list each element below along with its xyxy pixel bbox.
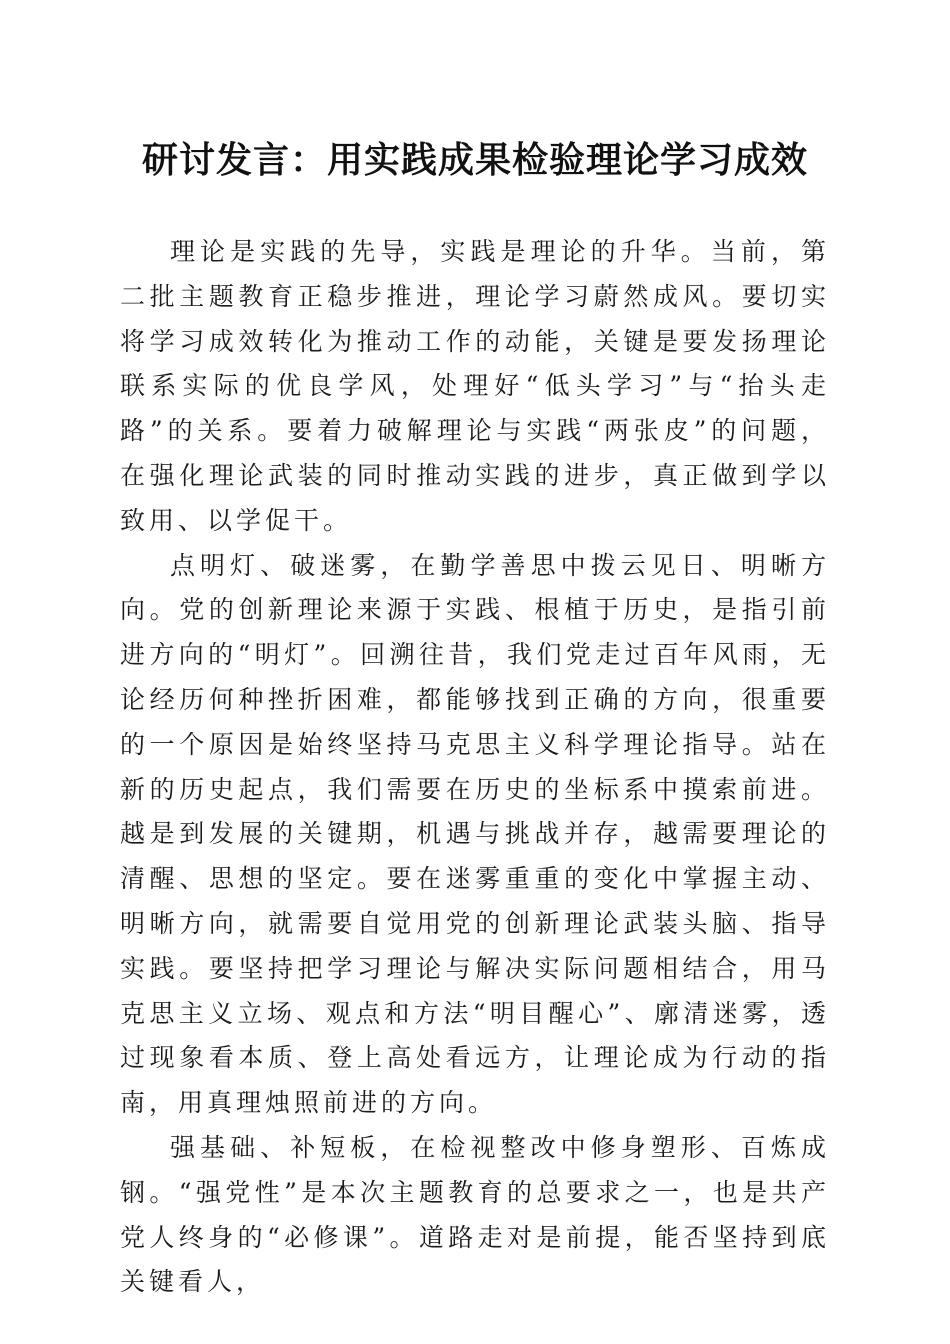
- document-title: 研讨发言：用实践成果检验理论学习成效: [141, 139, 808, 181]
- document-body: [120, 230, 830, 1305]
- paragraph-3: 强基础、补短板，在检视整改中修身塑形、百炼成钢。“强党性”是本次主题教育的总要求之一，也是共产党人终身的“必修课”。道路走对是前提，能否坚持到底关键看人，: [120, 1132, 830, 1297]
- paragraph-1: 理论是实践的先导，实践是理论的升华。当前，第二批主题教育正稳步推进，理论学习蔚然成风。要切实将学习成效转化为推动工作的动能，关键是要发扬理论联系实际的优良学风，处理好“低头学习”与“抬头走路”的关系。要着力破解理论与实践“两张皮”的问题，在强化理论武装的同时推动实践的进步，真正做到学以致用、以学促干。: [120, 237, 830, 535]
- paragraph-2: 点明灯、破迷雾，在勤学善思中拨云见日、明晰方向。党的创新理论来源于实践、根植于历史，是指引前进方向的“明灯”。回溯往昔，我们党走过百年风雨，无论经历何种挫折困难，都能够找到正确的方向，很重要的一个原因是始终坚持马克思主义科学理论指导。站在新的历史起点，我们需要在历史的坐标系中摸索前进。越是到发展的关键期，机遇与挑战并存，越需要理论的清醒、思想的坚定。要在迷雾重重的变化中掌握主动、明晰方向，就需要自觉用党的创新理论武装头脑、指导实践。要坚持把学习理论与解决实际问题相结合，用马克思主义立场、观点和方法“明目醒心”、廓清迷雾，透过现象看本质、登上高处看远方，让理论成为行动的指南，用真理烛照前进的方向。: [120, 550, 830, 1118]
